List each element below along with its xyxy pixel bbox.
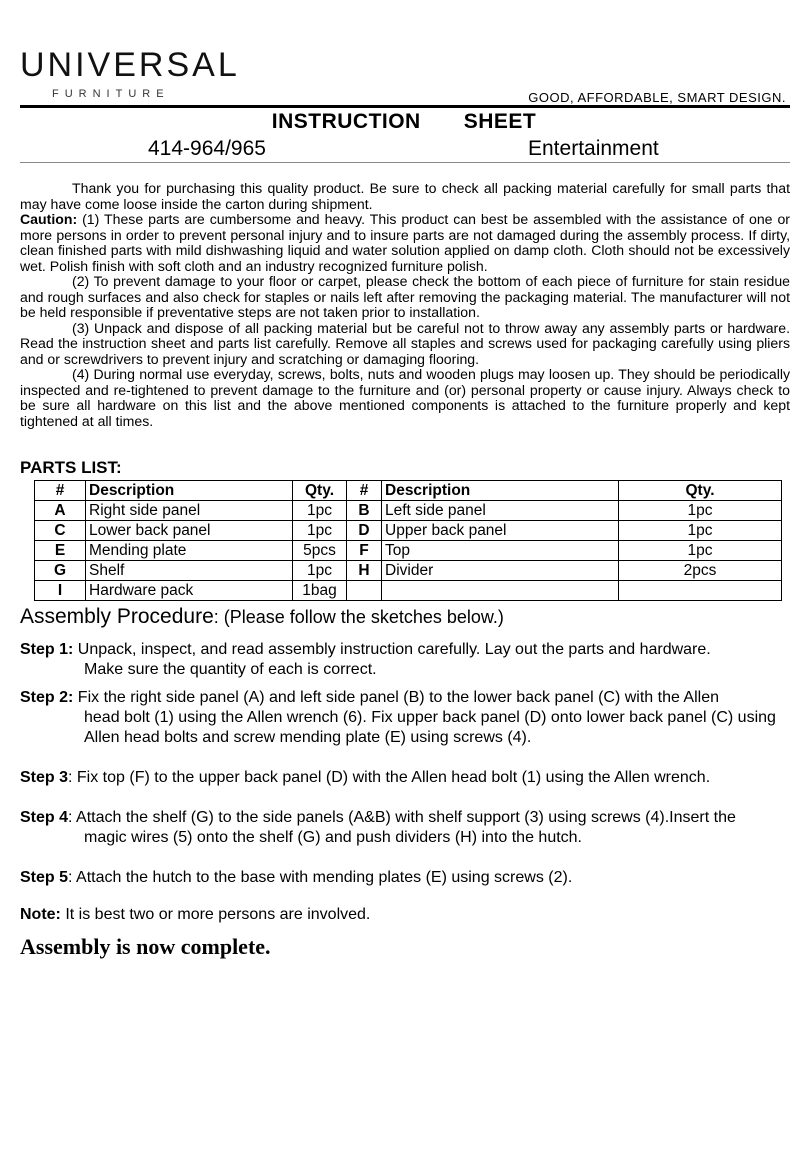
column-header: #	[347, 481, 382, 501]
step-5	[20, 868, 792, 888]
part-description: Lower back panel	[86, 521, 293, 541]
step-text: Unpack, inspect, and read assembly instruction carefully. Lay out the parts and hardware.	[73, 641, 711, 658]
brand-name: UNIVERSAL	[20, 46, 240, 84]
part-qty: 1pc	[293, 521, 347, 541]
part-code: F	[347, 541, 382, 561]
intro-paragraph: Thank you for purchasing this quality product. Be sure to check all packing material carefully for small parts that may have come loose inside the carton during shipment.	[20, 180, 790, 212]
brand-sub: FURNITURE	[52, 88, 170, 100]
column-header: #	[35, 481, 86, 501]
caution-item-4: (4) During normal use everyday, screws, bolts, nuts and wooden plugs may loosen up. They should be periodically inspected and re-tightened to prevent damage to the furniture and (or) personal property or cause injury. Always check to be sure all hardware on this list and the above mentioned components is attached to the furniture properly and kept tightened at all times.	[20, 366, 790, 429]
step-2	[20, 688, 792, 748]
caution-text: (1) These parts are cumbersome and heavy. This product can best be assembled with the assistance of one or more persons in order to prevent personal injury and to insure parts are not damaged during the assembly process. If dirty, clean finished parts with mild dishwashing liquid and water solution applied on damp cloth. Cloth should not be excessively wet. Polish finish with soft cloth and an industry recognized furniture polish.	[20, 211, 790, 274]
tagline: GOOD, AFFORDABLE, SMART DESIGN.	[528, 90, 786, 105]
part-description: Mending plate	[86, 541, 293, 561]
step-text-cont: magic wires (5) onto the shelf (G) and push dividers (H) into the hutch.	[84, 829, 582, 846]
caution-paragraph	[20, 212, 790, 274]
intro-section	[20, 181, 790, 429]
assembly-title	[20, 605, 504, 629]
table-header-row	[35, 481, 782, 501]
part-code: A	[35, 501, 86, 521]
parts-table	[34, 480, 782, 601]
part-qty: 1pc	[293, 501, 347, 521]
step-3	[20, 768, 792, 788]
table-row	[35, 501, 782, 521]
part-qty: 2pcs	[619, 561, 782, 581]
step-text-cont: Make sure the quantity of each is correct.	[84, 661, 377, 678]
model-number: 414-964/965	[148, 137, 266, 160]
completion-message: Assembly is now complete.	[20, 934, 271, 959]
part-qty: 5pcs	[293, 541, 347, 561]
step-text: : Attach the shelf (G) to the side panels (A&B) with shelf support (3) using screws (4).Insert the	[68, 809, 736, 826]
step-1	[20, 640, 792, 680]
part-code	[347, 581, 382, 601]
part-code: C	[35, 521, 86, 541]
table-row	[35, 521, 782, 541]
column-header: Qty.	[619, 481, 782, 501]
table-row	[35, 581, 782, 601]
part-description: Left side panel	[382, 501, 619, 521]
step-label: Step 5	[20, 869, 69, 886]
note-label: Note:	[20, 906, 61, 923]
step-text: : Attach the hutch to the base with mending plates (E) using screws (2).	[68, 869, 573, 886]
caution-label: Caution:	[20, 211, 78, 227]
part-qty	[619, 581, 782, 601]
part-qty: 1pc	[619, 541, 782, 561]
part-code: H	[347, 561, 382, 581]
column-header: Qty.	[293, 481, 347, 501]
assembly-subtitle: : (Please follow the sketches below.)	[213, 607, 504, 627]
step-4	[20, 808, 792, 848]
table-row	[35, 561, 782, 581]
part-code: D	[347, 521, 382, 541]
step-text: Fix the right side panel (A) and left side panel (B) to the lower back panel (C) with the Allen	[73, 689, 720, 706]
step-text: : Fix top (F) to the upper back panel (D) with the Allen head bolt (1) using the Allen wrench.	[68, 769, 711, 786]
part-code: G	[35, 561, 86, 581]
column-header: Description	[382, 481, 619, 501]
part-description: Divider	[382, 561, 619, 581]
product-category: Entertainment	[528, 137, 659, 160]
part-code: B	[347, 501, 382, 521]
parts-list-title: PARTS LIST:	[20, 458, 122, 477]
part-qty: 1pc	[293, 561, 347, 581]
header-divider	[20, 105, 790, 108]
part-description: Upper back panel	[382, 521, 619, 541]
caution-item-2: (2) To prevent damage to your floor or carpet, please check the bottom of each piece of furniture for stain residue and rough surfaces and also check for staples or nails left after removing the packaging material. The manufacturer will not be held responsible if preventative steps are not taken prior to installation.	[20, 273, 790, 320]
part-qty: 1bag	[293, 581, 347, 601]
brand-logo	[20, 48, 240, 100]
part-code: E	[35, 541, 86, 561]
step-label: Step 1:	[20, 641, 74, 658]
table-row	[35, 541, 782, 561]
step-label: Step 3	[20, 769, 69, 786]
part-description: Shelf	[86, 561, 293, 581]
step-label: Step 4	[20, 809, 69, 826]
note-text: It is best two or more persons are involved.	[60, 906, 371, 923]
part-code: I	[35, 581, 86, 601]
title-divider	[20, 162, 790, 163]
step-label: Step 2:	[20, 689, 74, 706]
column-header: Description	[86, 481, 293, 501]
step-text-cont: head bolt (1) using the Allen wrench (6). Fix upper back panel (D) onto lower back panel (C) using Allen head bolts and screw mending plate (E) using screws (4).	[84, 709, 776, 746]
part-qty: 1pc	[619, 521, 782, 541]
note	[20, 905, 792, 925]
part-description: Hardware pack	[86, 581, 293, 601]
caution-item-3: (3) Unpack and dispose of all packing material but be careful not to throw away any assembly parts or hardware. Read the instruction sheet and parts list carefully. Remove all staples and screws used for packaging carefully using pliers and or screwdrivers to prevent injury and scratching or damaging flooring.	[20, 319, 790, 367]
part-description: Top	[382, 541, 619, 561]
part-qty: 1pc	[619, 501, 782, 521]
part-description	[382, 581, 619, 601]
page-title: INSTRUCTION SHEET	[271, 110, 537, 133]
assembly-heading: Assembly Procedure	[20, 605, 214, 628]
part-description: Right side panel	[86, 501, 293, 521]
